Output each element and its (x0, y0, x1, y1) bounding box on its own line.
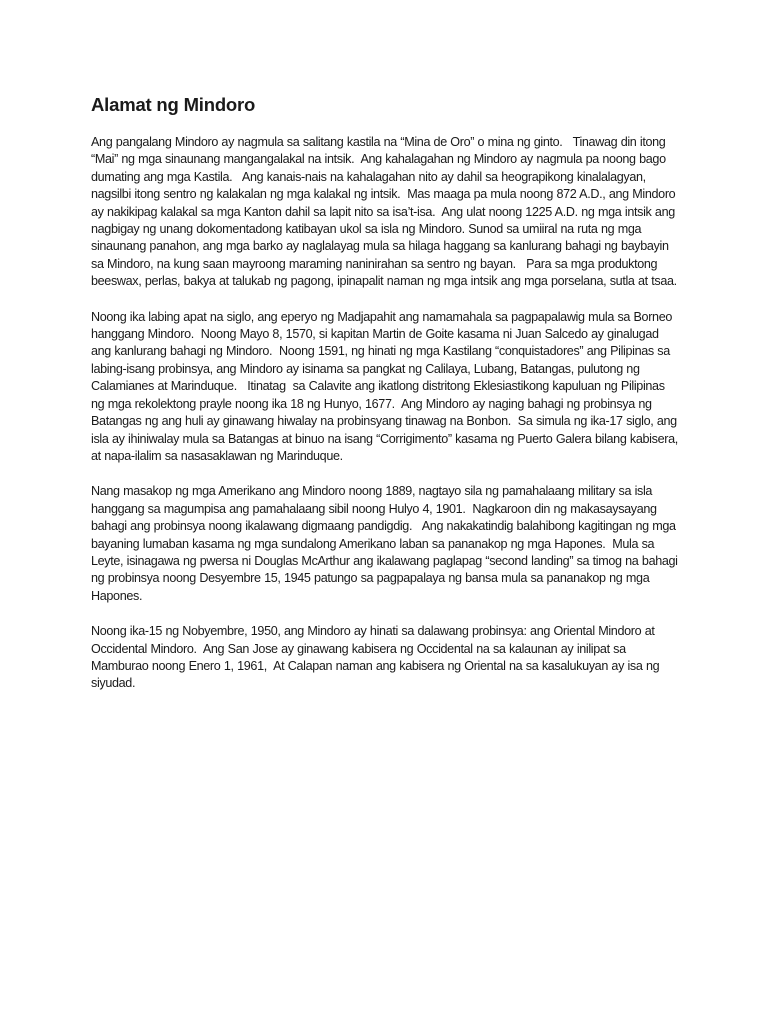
paragraph-4: Noong ika-15 ng Nobyembre, 1950, ang Mindoro ay hinati sa dalawang probinsya: ang Oriental Mindoro at Occidental Mindoro. Ang San Jose ay ginawang kabisera ng Occidental na sa kalaunan ay inilipat sa Mamburao noong Enero 1, 1961, At Calapan naman ang kabisera ng Oriental na sa kasalukuyan ay isa ng siyudad. (91, 624, 663, 691)
paragraph-1: Ang pangalang Mindoro ay nagmula sa salitang kastila na “Mina de Oro” o mina ng ginto. Tinawag din itong “Mai” ng mga sinaunang mangangalakal na intsik. Ang kahalagahan ng Mindoro ay nagmula pa noong bago dumating ang mga Kastila. Ang kanais-nais na kahalagahan nito ay dahil sa heograpikong kinalalagyan, nagsilbi itong sentro ng kalakalan ng mga kalakal ng intsik. Mas maaga pa mula noong 872 A.D., ang Mindoro ay nakikipag kalakal sa mga Kanton dahil sa lapit nito sa isa’t-isa. Ang ulat noong 1225 A.D. ng mga intsik ang nagbigay ng unang dokomentadong katibayan ukol sa isla ng Mindoro. Sunod sa umiiral na ruta ng mga sinaunang panahon, ang mga barko ay naglalayag mula sa hilaga haggang sa kanlurang bahagi ng baybayin sa Mindoro, na kung saan mayroong maraming naninirahan sa sentro ng bayan. Para sa mga produktong beeswax, perlas, bakya at talukab ng pagong, ipinapalit naman ng mga intsik ang mga porselana, sutla at tsaa. (91, 135, 679, 289)
document-body (91, 94, 681, 711)
paragraph-3: Nang masakop ng mga Amerikano ang Mindoro noong 1889, nagtayo sila ng pamahalaang military sa isla hanggang sa magumpisa ang pamahalaang sibil noong Hulyo 4, 1901. Nagkaroon din ng makasaysayang bahagi ang probinsya noong ikalawang digmaang pandigdig. Ang nakakatindig balahibong kagitingan ng mga bayaning lumaban kasama ng mga sundalong Amerikano laban sa pananakop ng mga Hapones. Mula sa Leyte, isinagawa ng pwersa ni Douglas McArthur ang ikalawang paglapag “second landing” sa timog na bahagi ng probinsya noong Desyembre 15, 1945 patungo sa pagpapalaya ng bansa mula sa pananakop ng mga Hapones. (91, 484, 682, 603)
document-title: Alamat ng Mindoro (91, 94, 256, 115)
paragraph-2: Noong ika labing apat na siglo, ang eperyo ng Madjapahit ang namamahala sa pagpapalawig mula sa Borneo hanggang Mindoro. Noong Mayo 8, 1570, si kapitan Martin de Goite kasama ni Juan Salcedo ay ginalugad ang kanlurang bahagi ng Mindoro. Noong 1591, ng hinati ng mga Kastilang “conquistadores” ang Pilipinas sa labing-isang probinsya, ang Mindoro ay isinama sa pangkat ng Calilaya, Lubang, Batangas, pulutong ng Calamianes at Marinduque. Itinatag sa Calavite ang ikatlong distritong Eklesiastikong kapuluan ng Pilipinas ng mga rekolektong prayle noong ika 18 ng Hunyo, 1677. Ang Mindoro ay naging bahagi ng probinsya ng Batangas ng ang huli ay ginawang hiwalay na probinsyang tinawag na Bonbon. Sa simula ng ika-17 siglo, ang isla ay ihiniwalay mula sa Batangas at binuo na isang “Corrigimento” kasama ng Puerto Galera bilang kabisera, at napa-ilalim sa nasasaklawan ng Marinduque. (91, 309, 682, 463)
